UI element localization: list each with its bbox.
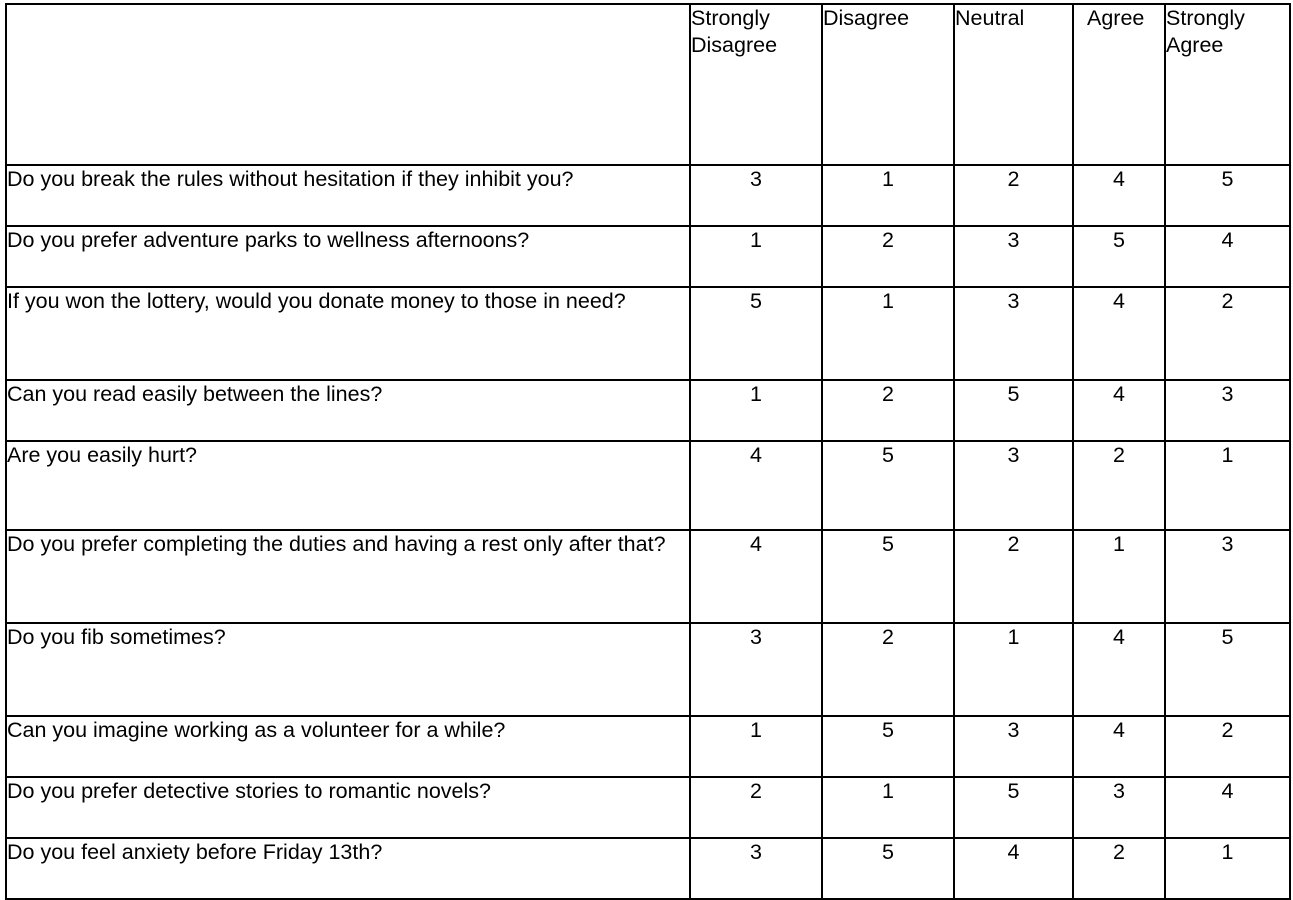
rating-cell: 1: [954, 623, 1073, 716]
rating-cell: 4: [1073, 165, 1165, 226]
rating-cell: 5: [954, 777, 1073, 838]
rating-cell: 4: [1073, 716, 1165, 777]
header-strongly-disagree: Strongly Disagree: [690, 4, 822, 165]
rating-cell: 1: [1165, 838, 1290, 899]
rating-cell: 4: [954, 838, 1073, 899]
rating-cell: 3: [954, 226, 1073, 287]
rating-cell: 1: [822, 777, 954, 838]
question-text: Do you fib sometimes?: [6, 623, 690, 716]
rating-cell: 5: [1165, 165, 1290, 226]
rating-cell: 4: [1165, 226, 1290, 287]
table-row: [6, 530, 1290, 623]
rating-cell: 2: [954, 530, 1073, 623]
rating-cell: 1: [690, 380, 822, 441]
table-row: [6, 441, 1290, 530]
rating-cell: 5: [822, 530, 954, 623]
rating-cell: 3: [1165, 530, 1290, 623]
rating-cell: 2: [1073, 838, 1165, 899]
rating-cell: 4: [690, 441, 822, 530]
rating-cell: 2: [1073, 441, 1165, 530]
question-text: Do you prefer adventure parks to wellness afternoons?: [6, 226, 690, 287]
rating-cell: 2: [1165, 287, 1290, 380]
header-row: [6, 4, 1290, 165]
rating-cell: 1: [690, 716, 822, 777]
rating-cell: 2: [822, 623, 954, 716]
rating-cell: 5: [1165, 623, 1290, 716]
rating-cell: 1: [690, 226, 822, 287]
table-row: [6, 165, 1290, 226]
header-neutral: Neutral: [954, 4, 1073, 165]
rating-cell: 1: [1165, 441, 1290, 530]
rating-cell: 4: [690, 530, 822, 623]
header-strongly-agree: Strongly Agree: [1165, 4, 1290, 165]
rating-cell: 2: [1165, 716, 1290, 777]
rating-cell: 4: [1165, 777, 1290, 838]
rating-cell: 2: [822, 380, 954, 441]
rating-cell: 3: [690, 165, 822, 226]
rating-cell: 5: [822, 441, 954, 530]
survey-table: [5, 3, 1291, 900]
rating-cell: 4: [1073, 380, 1165, 441]
table-row: [6, 623, 1290, 716]
rating-cell: 4: [1073, 287, 1165, 380]
rating-cell: 1: [1073, 530, 1165, 623]
table-row: [6, 226, 1290, 287]
rating-cell: 3: [690, 623, 822, 716]
question-text: Do you feel anxiety before Friday 13th?: [6, 838, 690, 899]
header-question-cell: [6, 4, 690, 165]
rating-cell: 3: [954, 441, 1073, 530]
header-agree: Agree: [1073, 4, 1165, 165]
rating-cell: 4: [1073, 623, 1165, 716]
question-text: Do you prefer completing the duties and having a rest only after that?: [6, 530, 690, 623]
question-text: Are you easily hurt?: [6, 441, 690, 530]
rating-cell: 3: [690, 838, 822, 899]
rating-cell: 3: [954, 716, 1073, 777]
rating-cell: 5: [1073, 226, 1165, 287]
table-row: [6, 380, 1290, 441]
question-text: If you won the lottery, would you donate money to those in need?: [6, 287, 690, 380]
question-text: Do you break the rules without hesitation if they inhibit you?: [6, 165, 690, 226]
header-disagree: Disagree: [822, 4, 954, 165]
rating-cell: 3: [1073, 777, 1165, 838]
rating-cell: 2: [690, 777, 822, 838]
table-row: [6, 838, 1290, 899]
rating-cell: 1: [822, 165, 954, 226]
question-text: Can you imagine working as a volunteer for a while?: [6, 716, 690, 777]
rating-cell: 5: [822, 838, 954, 899]
rating-cell: 5: [690, 287, 822, 380]
rating-cell: 2: [954, 165, 1073, 226]
question-text: Do you prefer detective stories to romantic novels?: [6, 777, 690, 838]
table-row: [6, 777, 1290, 838]
rating-cell: 5: [822, 716, 954, 777]
rating-cell: 2: [822, 226, 954, 287]
rating-cell: 5: [954, 380, 1073, 441]
rating-cell: 3: [1165, 380, 1290, 441]
rating-cell: 3: [954, 287, 1073, 380]
table-row: [6, 287, 1290, 380]
rating-cell: 1: [822, 287, 954, 380]
table-row: [6, 716, 1290, 777]
question-text: Can you read easily between the lines?: [6, 380, 690, 441]
